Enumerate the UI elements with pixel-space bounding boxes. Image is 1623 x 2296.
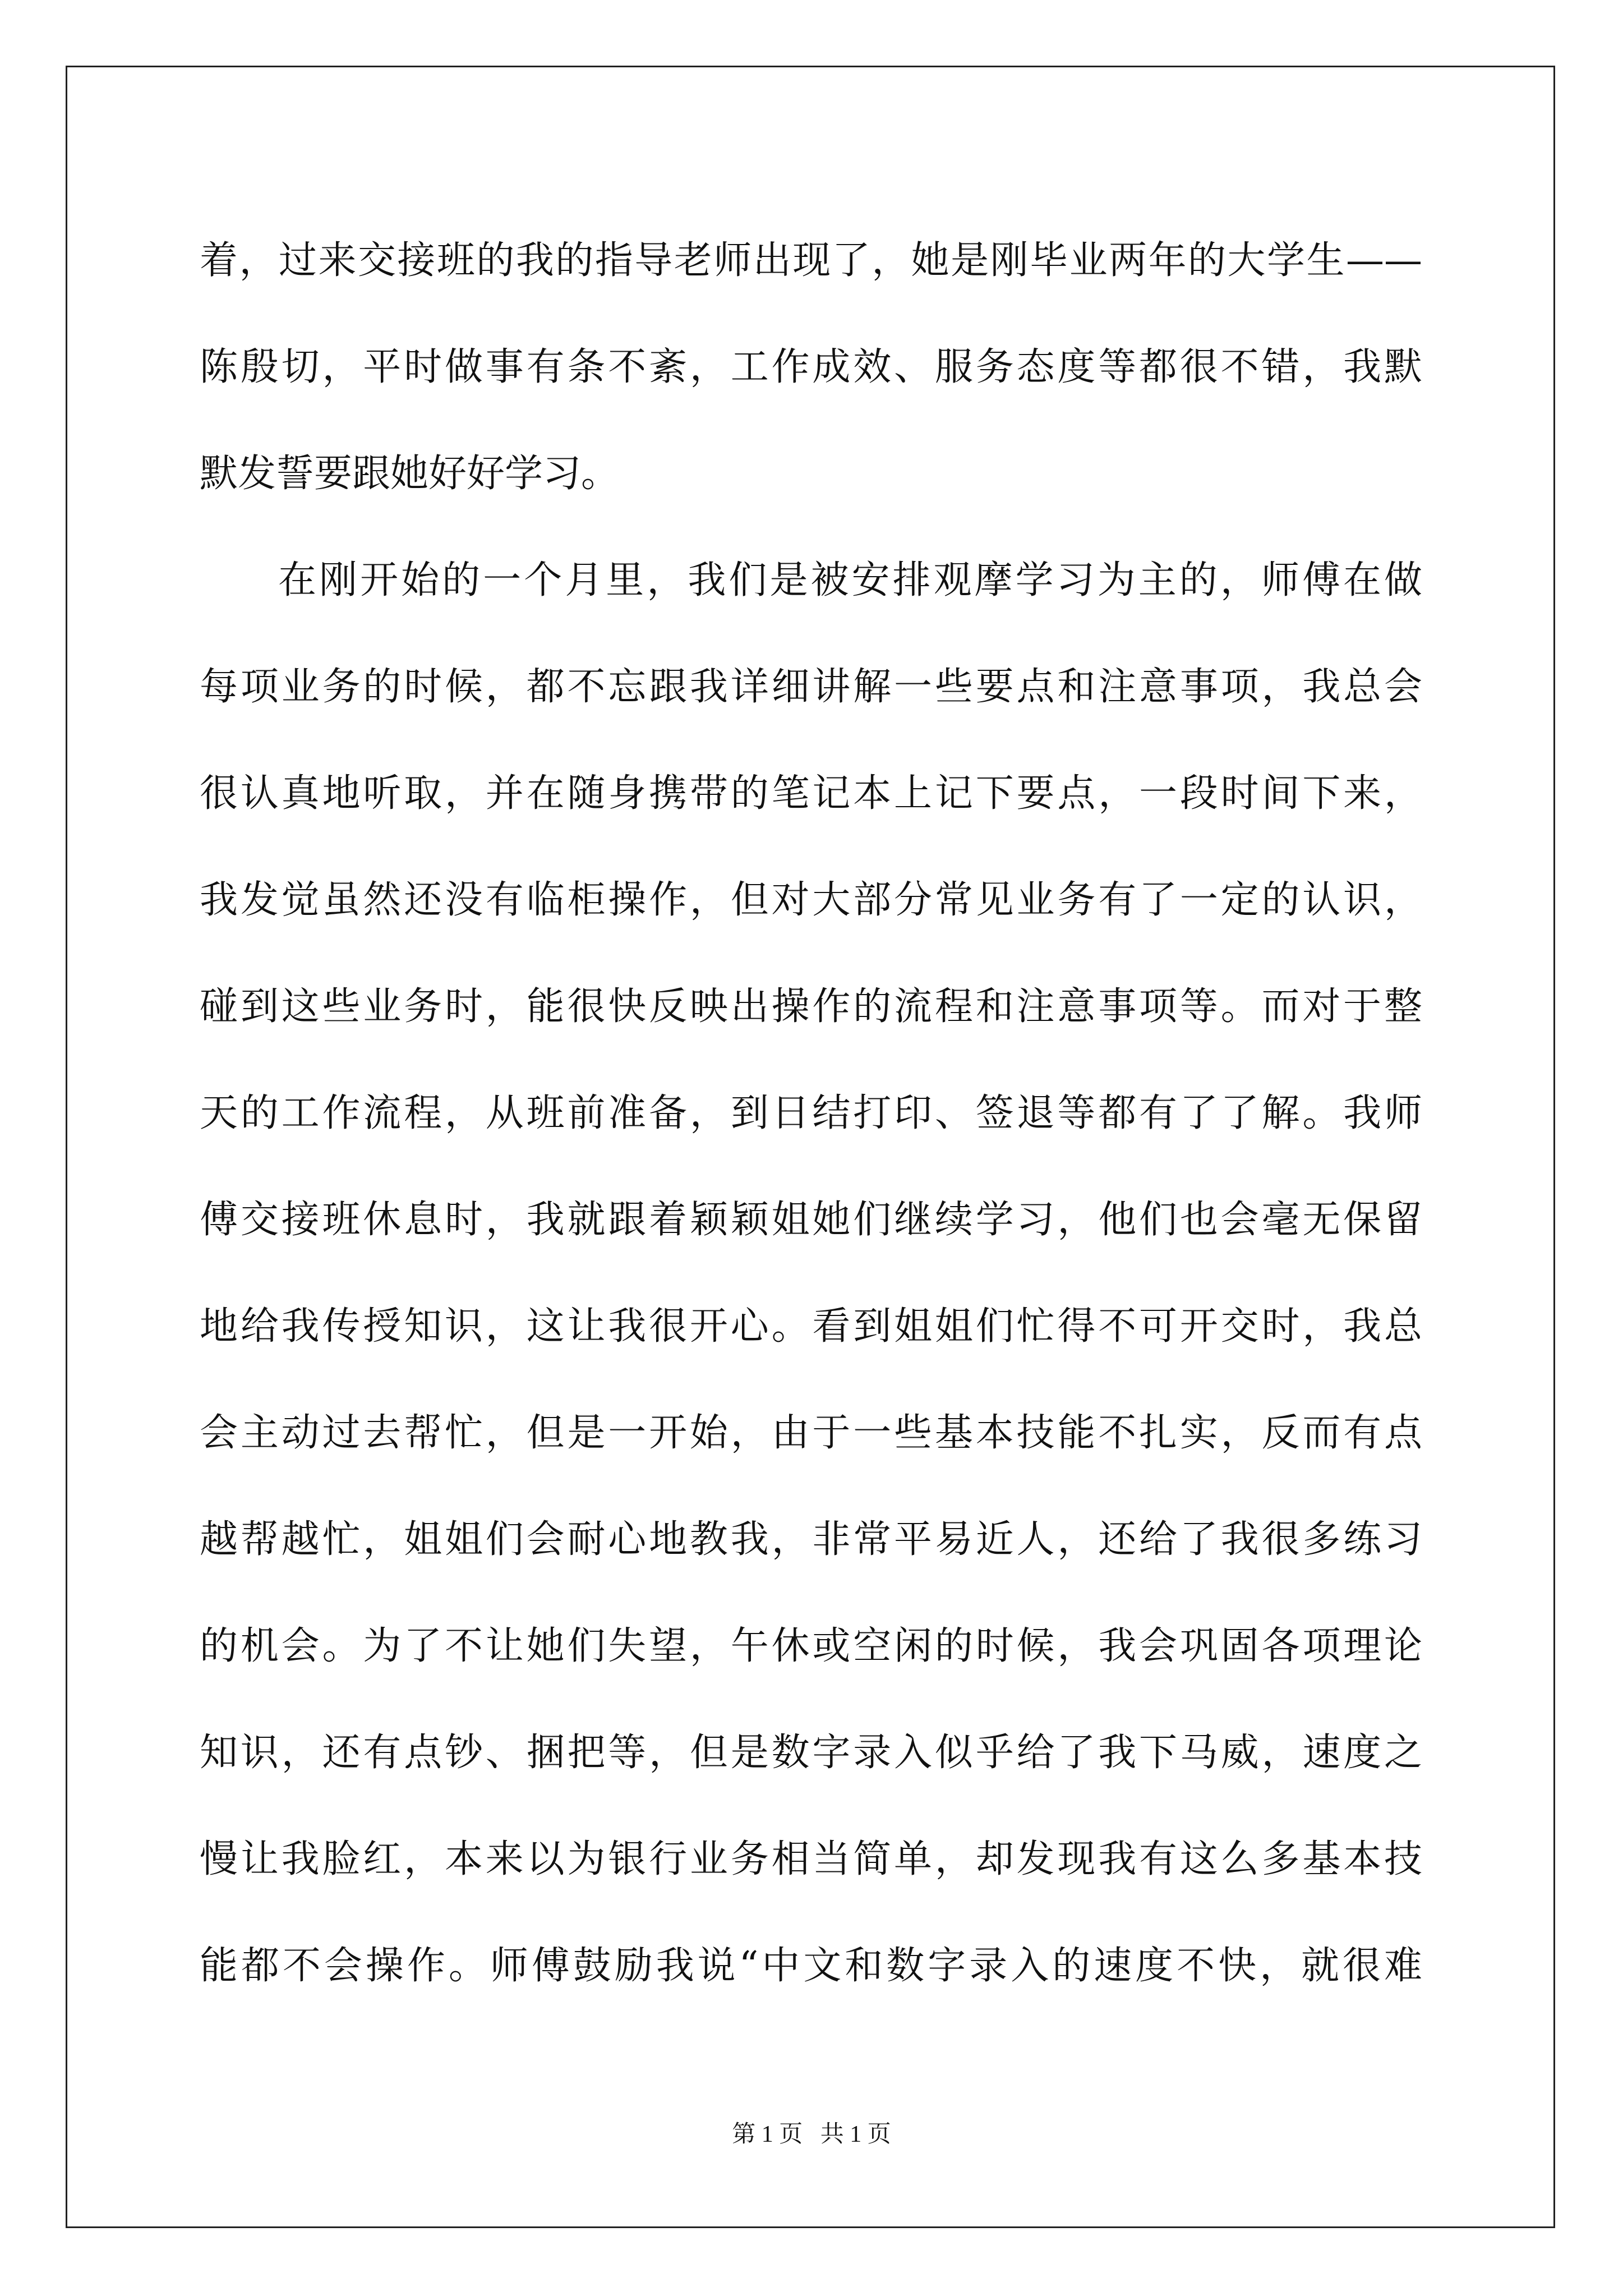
text-line: 默发誓要跟她好好学习。 — [200, 452, 620, 496]
text-line: 天的工作流程，从班前准备，到日结打印、签退等都有了了解。我师 — [200, 1091, 1422, 1135]
text-line: 知识，还有点钞、捆把等，但是数字录入似乎给了我下马威，速度之 — [200, 1731, 1422, 1775]
text-line: 地给我传授知识，这让我很开心。看到姐姐们忙得不可开交时，我总 — [200, 1304, 1422, 1349]
text-line: 陈殷切，平时做事有条不紊，工作成效、服务态度等都很不错，我默 — [200, 345, 1422, 389]
text-line: 很认真地听取，并在随身携带的笔记本上记下要点，一段时间下来， — [200, 771, 1422, 816]
text-line: 会主动过去帮忙，但是一开始，由于一些基本技能不扎实，反而有点 — [200, 1411, 1422, 1455]
text-line: 越帮越忙，姐姐们会耐心地教我，非常平易近人，还给了我很多练习 — [200, 1517, 1422, 1562]
text-line: 的机会。为了不让她们失望，午休或空闲的时候，我会巩固各项理论 — [200, 1624, 1422, 1668]
text-line: 慢让我脸红，本来以为银行业务相当简单，却发现我有这么多基本技 — [200, 1837, 1422, 1881]
page-number-footer: 第 1 页 共 1 页 — [732, 2122, 891, 2147]
document-body — [200, 208, 1422, 2019]
text-line: 傅交接班休息时，我就跟着颖颖姐她们继续学习，他们也会毫无保留 — [200, 1198, 1422, 1242]
text-line: 能都不会操作。师傅鼓励我说“中文和数字录入的速度不快，就很难 — [200, 1944, 1422, 1988]
text-line: 着，过来交接班的我的指导老师出现了，她是刚毕业两年的大学生—— — [200, 238, 1422, 283]
text-line: 我发觉虽然还没有临柜操作，但对大部分常见业务有了一定的认识， — [200, 878, 1422, 922]
text-line: 碰到这些业务时，能很快反映出操作的流程和注意事项等。而对于整 — [200, 984, 1422, 1029]
text-line: 每项业务的时候，都不忘跟我详细讲解一些要点和注意事项，我总会 — [200, 665, 1422, 709]
paragraph-first-line: 在刚开始的一个月里，我们是被安排观摩学习为主的，师傅在做 — [278, 558, 1422, 602]
